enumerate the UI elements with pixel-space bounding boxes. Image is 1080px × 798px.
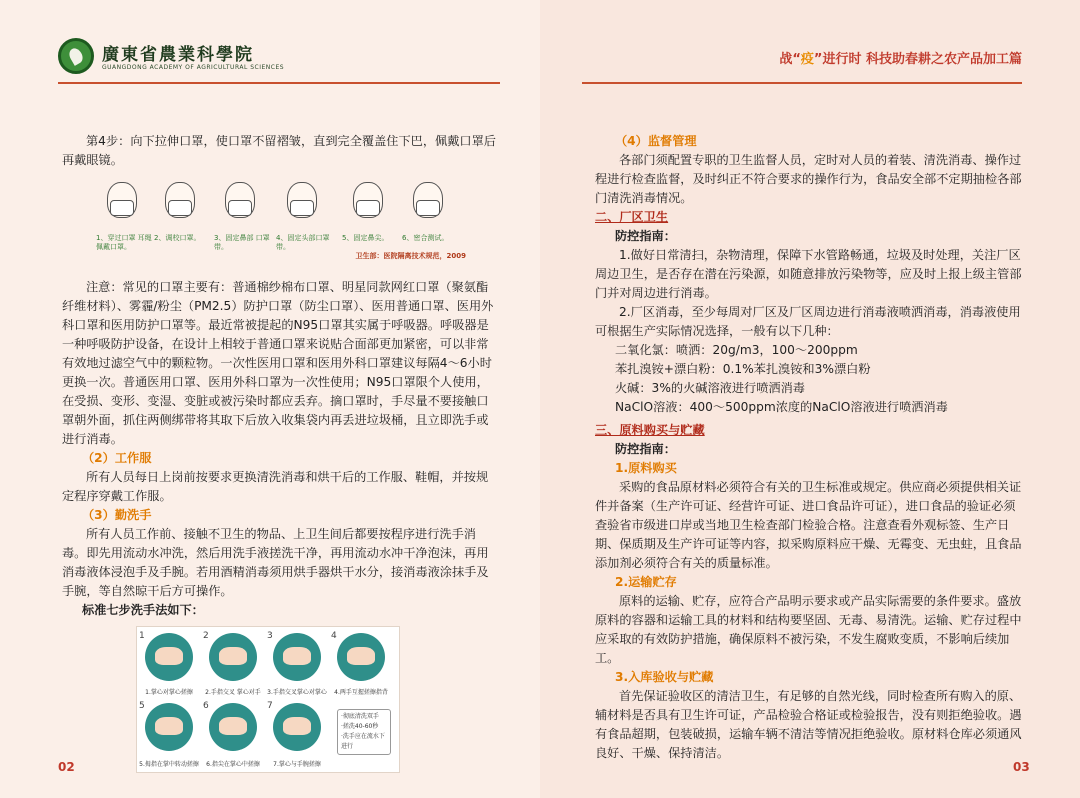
- handwash-note-line: ·洗手应在流水下进行: [341, 733, 385, 750]
- handwash-caption: 7.掌心与手腕搓擦: [273, 761, 321, 768]
- handwash-note-line: ·彻底清洗双手: [341, 713, 379, 720]
- disinfectant-item: NaClO溶液：400～500ppm浓度的NaClO溶液进行喷洒消毒: [615, 400, 948, 414]
- handwash-step-1: 1: [145, 633, 193, 681]
- mask-note-text: 注意：常见的口罩主要有：普通棉纱棉布口罩、明星同款网红口罩（聚氨酯纤维材料）、雾霾/粉尘（PM2.5）防护口罩（防尘口罩）、医用普通口罩、医用外科口罩和医用防护口罩等。最近常被提起的N95口罩其实属于呼吸器。呼吸器是一种呼吸防护设备，在设计上相较于普通口罩来说贴合面部更加紧密，可以非常有效地过滤空气中的颗粒物。一次性医用口罩和医用外科口罩建议每隔4～6小时更换一次。普通医用口罩、医用外科口罩为一次性使用；N95口罩限个人使用，在受损、变形、变湿、变脏或被污染时都应丢弃。摘口罩时，手尽量不要接触口罩朝外面，抓住两侧绑带将其取下后放入收集袋内再丢进垃圾桶，且立即洗手或进行消毒。: [62, 280, 494, 446]
- handwash-step-5: 5: [145, 703, 193, 751]
- step4-text: 第4步：向下拉伸口罩，使口罩不留褶皱，直到完全覆盖住下巴，佩戴口罩后再戴眼镜。: [62, 134, 496, 167]
- org-name-en: GUANGDONG ACADEMY OF AGRICULTURAL SCIENCES: [102, 64, 285, 71]
- section-2-title: （2）工作服: [82, 451, 152, 465]
- mask-figure-source: 卫生部：医院隔离技术规范，2009: [355, 252, 466, 260]
- section-2-body: 所有人员每日上岗前按要求更换清洗消毒和烘干后的工作服、鞋帽，并按规定程序穿戴工作服。: [62, 470, 489, 503]
- part-3-guide: 防控指南：: [615, 442, 676, 456]
- mask-step-4: [276, 178, 330, 251]
- section-4-body: 各部门须配置专职的卫生监督人员，定时对人员的着装、清洗消毒、操作过程进行检查监督，及时纠正不符合要求的操作行为，食品安全部不定期抽检各部门清洗消毒情况。: [595, 153, 1022, 205]
- mask-step-caption: 5、固定鼻尖。: [342, 234, 389, 242]
- part-3-sub-1-title: 1.原料购买: [615, 461, 677, 475]
- header-divider-right: [582, 82, 1022, 84]
- part-3-title: 三、原料购买与贮藏: [595, 423, 705, 437]
- mask-step-1: [96, 178, 152, 251]
- handwash-caption: 3.手指交叉掌心对掌心: [267, 689, 327, 696]
- section-4-title: （4）监督管理: [615, 134, 697, 148]
- section-3-title: （3）勤洗手: [82, 508, 152, 522]
- handwash-step-2: 2: [209, 633, 257, 681]
- handwash-note-line: ·搓洗40-60秒: [341, 723, 379, 730]
- page-number-left: 02: [58, 760, 75, 774]
- part-3-sub-3-body: 首先保证验收区的清洁卫生，有足够的自然光线，同时检查所有购入的原、辅材料是否具有卫生许可证，产品检验合格证或检验报告，没有则拒绝验收。遇有食品超期，包装破损，运输车辆不清洁等情况拒绝验收。原材料仓库必须通风良好、干燥、保持清洁。: [595, 689, 1022, 760]
- part-2-paragraph-1: 1.做好日常清扫，杂物清理，保障下水管路畅通，垃圾及时处理，关注厂区周边卫生，是否存在潜在污染源，如随意排放污染物等，应及时上报上级主管部门并对周边进行消毒。: [595, 248, 1022, 300]
- handwash-caption: 2.手指交叉 掌心对手: [205, 689, 261, 696]
- handwash-step-3: 3: [273, 633, 321, 681]
- handwash-caption: 1.掌心对掌心搓擦: [145, 689, 193, 696]
- academy-logo-icon: [58, 38, 94, 74]
- disinfectant-item: 苯扎溴铵+漂白粉：0.1%苯扎溴铵和3%漂白粉: [615, 362, 871, 376]
- part-3-sub-2-title: 2.运输贮存: [615, 575, 677, 589]
- handwash-step-6: 6: [209, 703, 257, 751]
- disinfectant-item: 火碱：3%的火碱溶液进行喷洒消毒: [615, 381, 805, 395]
- mask-step-caption: 3、固定鼻部 口罩带。: [214, 234, 270, 251]
- part-3-sub-2-body: 原料的运输、贮存，应符合产品明示要求或产品实际需要的条件要求。盛放原料的容器和运输工具的材料和结构要坚固、无毒、易清洗。运输、贮存过程中应采取的有效防护措施，确保原料不被污染，不发生腐败变质，不影响后续加工。: [595, 594, 1022, 665]
- handwash-title: 标准七步洗手法如下：: [82, 603, 204, 617]
- section-3-body: 所有人员工作前、接触不卫生的物品、上卫生间后都要按程序进行洗手消毒。即先用流动水冲洗，然后用洗手液搓洗干净，再用流动水冲干净泡沫，再用消毒液体浸泡手及手腕。若用酒精消毒须用烘手器烘干水分，接消毒液涂抹手及手腕，等自然晾干后方可操作。: [62, 527, 489, 598]
- mask-step-3: [214, 178, 270, 251]
- part-3-sub-1-body: 采购的食品原材料必须符合有关的卫生标准或规定。供应商必须提供相关证件并备案（生产许可证、经营许可证、进口食品许可证），进口食品的验证必须查验省市级进口岸或当地卫生检查部门检验合格。注意查看外观标签、生产日期、保质期及生产许可证等内容，拟采购原料应干燥、无霉变、无虫蛀，且食品添加剂必须符合有关的质量标准。: [595, 480, 1022, 570]
- part-2-title: 二、厂区卫生: [595, 210, 669, 224]
- handwash-step-7: 7: [273, 703, 321, 751]
- disinfectant-item: 二氧化氯：喷洒：20g/m3，100～200ppm: [615, 343, 858, 357]
- handwash-caption: 5.拇指在掌中转动搓擦: [139, 761, 199, 768]
- right-column: [595, 132, 1027, 763]
- series-title-highlight: 疫: [800, 52, 814, 67]
- mask-step-caption: 1、穿过口罩 耳绳佩戴口罩。: [96, 234, 152, 251]
- header-divider-left: [58, 82, 500, 84]
- handwash-caption: 4.两手互握搓擦指背: [334, 689, 388, 696]
- mask-step-caption: 6、密合测试。: [402, 234, 449, 242]
- part-2-paragraph-2: 2.厂区消毒，至少每周对厂区及厂区周边进行消毒液喷洒消毒，消毒液使用可根据生产实际情况选择，一般有以下几种：: [595, 305, 1021, 338]
- mask-step-caption: 4、固定头部口罩带。: [276, 234, 330, 251]
- mask-step-5: [342, 178, 392, 250]
- mask-step-caption: 2、调校口罩。: [154, 234, 201, 242]
- handwash-caption: 6.指尖在掌心中搓擦: [206, 761, 260, 768]
- part-2-guide: 防控指南：: [615, 229, 676, 243]
- handwash-note-box: [337, 709, 391, 755]
- page-header: [0, 0, 1080, 98]
- page-number-right: 03: [1013, 760, 1030, 774]
- org-name-cn: 廣東省農業科學院: [102, 45, 254, 65]
- series-title: 战“疫”进行时 科技助春耕之农产品加工篇: [779, 52, 1022, 67]
- handwash-figure: [136, 626, 400, 773]
- mask-step-6: [402, 178, 452, 250]
- part-3-sub-3-title: 3.入库验收与贮藏: [615, 670, 714, 684]
- handwash-step-4: 4: [337, 633, 385, 681]
- mask-wearing-figure: [96, 178, 466, 270]
- mask-step-2: [154, 178, 204, 250]
- left-column: [62, 132, 498, 773]
